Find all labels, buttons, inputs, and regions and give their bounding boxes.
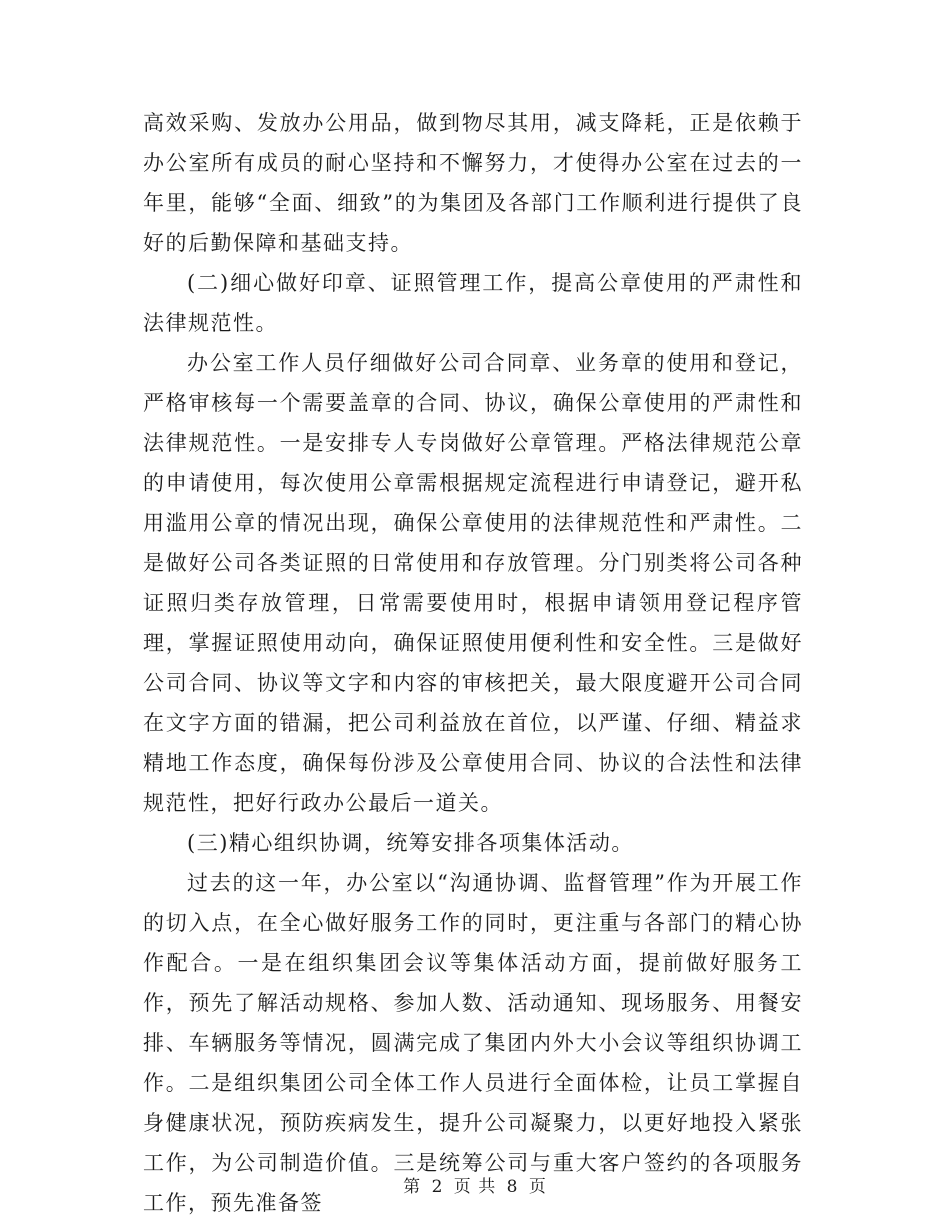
- footer-page-number: 2: [431, 1177, 444, 1197]
- document-body: [143, 103, 803, 1223]
- paragraph-seal-management: 办公室工作人员仔细做好公司合同章、业务章的使用和登记，严格审核每一个需要盖章的合同、协议，确保公章使用的严肃性和法律规范性。一是安排专人专岗做好公章管理。严格法律规范公章的申请使用，每次使用公章需根据规定流程进行申请登记，避开私用滥用公章的情况出现，确保公章使用的法律规范性和严肃性。二是做好公司各类证照的日常使用和存放管理。分门别类将公司各种证照归类存放管理，日常需要使用时，根据申请领用登记程序管理，掌握证照使用动向，确保证照使用便利性和安全性。三是做好公司合同、协议等文字和内容的审核把关，最大限度避开公司合同在文字方面的错漏，把公司利益放在首位，以严谨、仔细、精益求精地工作态度，确保每份涉及公章使用合同、协议的合法性和法律规范性，把好行政办公最后一道关。: [143, 351, 803, 815]
- footer-suffix: 页: [528, 1177, 547, 1197]
- paragraph-continuation: 高效采购、发放办公用品，做到物尽其用，减支降耗，正是依赖于办公室所有成员的耐心坚持和不懈努力，才使得办公室在过去的一年里，能够“全面、细致”的为集团及各部门工作顺利进行提供了良好的后勤保障和基础支持。: [143, 111, 803, 255]
- footer-prefix: 第: [403, 1177, 422, 1197]
- paragraph-collective-activities: 过去的这一年，办公室以“沟通协调、监督管理”作为开展工作的切入点，在全心做好服务工作的同时，更注重与各部门的精心协作配合。一是在组织集团会议等集体活动方面，提前做好服务工作，预先了解活动规格、参加人数、活动通知、现场服务、用餐安排、车辆服务等情况，圆满完成了集团内外大小会议等组织协调工作。二是组织集团公司全体工作人员进行全面体检，让员工掌握自身健康状况，预防疾病发生，提升公司凝聚力，以更好地投入紧张工作，为公司制造价值。三是统筹公司与重大客户签约的各项服务工作，预先准备签: [143, 871, 803, 1215]
- section-heading-seal-management: (二)细心做好印章、证照管理工作，提高公章使用的严肃性和法律规范性。: [143, 271, 803, 335]
- footer-middle: 页 共: [453, 1177, 497, 1197]
- section-heading-collective-activities: (三)精心组织协调，统筹安排各项集体活动。: [187, 831, 634, 855]
- footer-total-pages: 8: [506, 1177, 519, 1197]
- page-footer: [0, 1172, 950, 1197]
